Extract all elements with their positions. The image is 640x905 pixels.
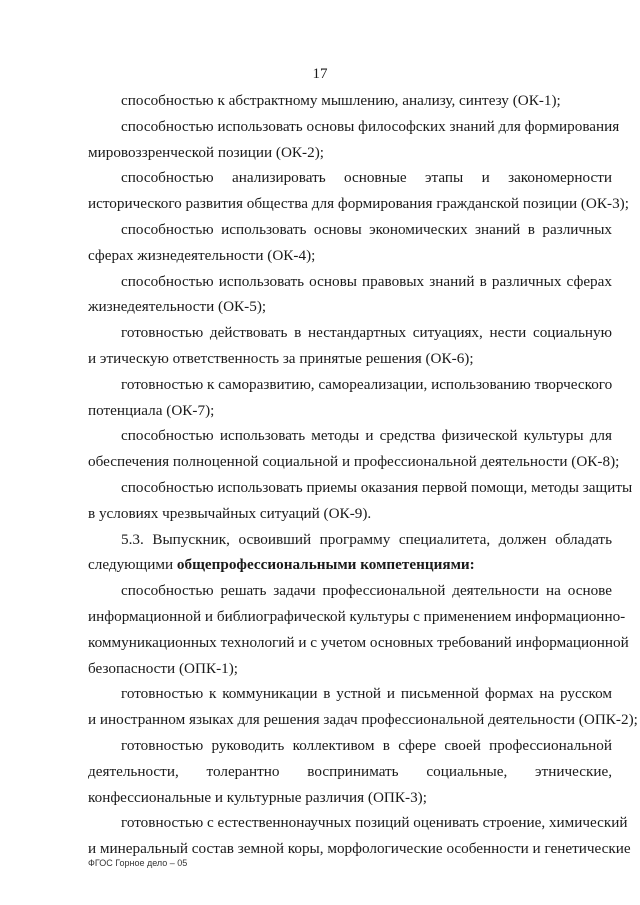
competencies-general-list xyxy=(88,88,633,552)
text-line: способностью использовать методы и средства физической культуры для xyxy=(121,427,612,445)
footer-label: ФГОС Горное дело – 05 xyxy=(88,858,188,868)
text-line: и этическую ответственность за принятые решения (ОК-6); xyxy=(88,349,474,367)
text-line: способностью использовать основы экономических знаний в различных xyxy=(121,220,612,238)
text-line: сферах жизнедеятельности (ОК-4); xyxy=(88,246,316,264)
text-line: способностью анализировать основные этапы и закономерности xyxy=(121,169,612,187)
text-line: жизнедеятельности (ОК-5); xyxy=(88,298,267,316)
text-line: конфессиональные и культурные различия (ОПК-3); xyxy=(88,788,427,806)
text-line: и иностранном языках для решения задач профессиональной деятельности (ОПК-2); xyxy=(88,711,638,729)
text-line: способностью использовать основы правовых знаний в различных сферах xyxy=(121,272,612,290)
text-line: и минеральный состав земной коры, морфологические особенности и генетические xyxy=(88,840,631,858)
text-line: коммуникационных технологий и с учетом основных требований информационной xyxy=(88,633,629,651)
text-line: готовностью к саморазвитию, самореализации, использованию творческого xyxy=(121,375,613,393)
text-line: обеспечения полноценной социальной и профессиональной деятельности (ОК-8); xyxy=(88,453,620,471)
text-line: информационной и библиографической культуры с применением информационно- xyxy=(88,607,626,625)
document-body xyxy=(88,88,638,862)
text-line: готовностью к коммуникации в устной и письменной формах на русском xyxy=(121,685,612,703)
text-line: мировоззренческой позиции (ОК-2); xyxy=(88,143,324,161)
bold-heading-prefix: следующими xyxy=(88,556,177,574)
page-number: 17 xyxy=(312,66,328,82)
text-line: исторического развития общества для формирования гражданской позиции (ОК-3); xyxy=(88,195,629,213)
bold-heading-term: общепрофессиональными компетенциями: xyxy=(176,556,475,574)
text-line: деятельности, толерантно воспринимать социальные, этнические, xyxy=(88,762,612,780)
bold-heading-line xyxy=(88,552,612,578)
text-line: способностью использовать приемы оказания первой помощи, методы защиты xyxy=(121,478,633,496)
text-line: готовностью действовать в нестандартных ситуациях, нести социальную xyxy=(121,324,612,342)
text-line: в условиях чрезвычайных ситуаций (ОК-9). xyxy=(88,504,372,522)
competencies-professional-list xyxy=(88,578,638,862)
text-line: 5.3. Выпускник, освоивший программу специалитета, должен обладать xyxy=(121,530,612,548)
text-line: способностью использовать основы философских знаний для формирования xyxy=(121,117,620,135)
text-line: потенциала (ОК-7); xyxy=(88,401,215,419)
text-line: готовностью руководить коллективом в сфере своей профессиональной xyxy=(121,736,612,754)
text-line: способностью к абстрактному мышлению, анализу, синтезу (ОК-1); xyxy=(121,92,561,109)
text-line: безопасности (ОПК-1); xyxy=(88,659,239,677)
text-line: готовностью с естественнонаучных позиций оценивать строение, химический xyxy=(121,814,628,832)
text-line: способностью решать задачи профессиональной деятельности на основе xyxy=(121,582,612,600)
